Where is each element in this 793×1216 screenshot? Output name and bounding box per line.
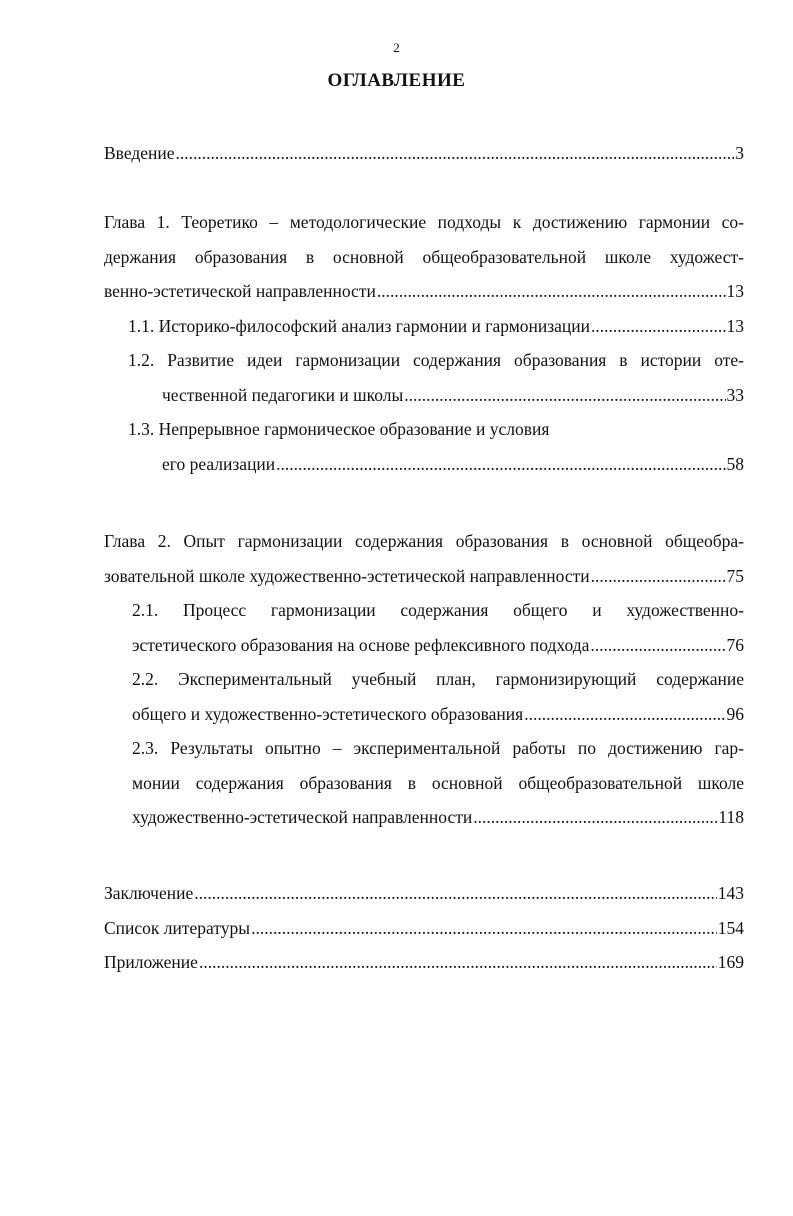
dot-leader <box>591 559 726 594</box>
toc-intro <box>104 136 744 171</box>
dot-leader <box>404 378 725 413</box>
dot-leader <box>176 136 735 171</box>
section-2-3-line-3: художественно-эстетической направленности <box>132 807 473 827</box>
toc-entry-1-3[interactable] <box>104 447 744 482</box>
toc-entry-page: 33 <box>726 384 744 405</box>
toc-entry-2-3[interactable] <box>104 800 744 835</box>
toc-entry-page: 13 <box>726 315 744 336</box>
toc-back-matter <box>104 876 744 980</box>
dot-leader <box>194 876 717 911</box>
chapter-2-line-1: Глава 2. Опыт гармонизации содержания образования в основной общеобра- <box>104 531 744 551</box>
dot-leader <box>276 447 725 482</box>
section-1-2-line-1: 1.2. Развитие идеи гармонизации содержания образования в истории оте- <box>128 350 744 370</box>
toc-entry-intro[interactable] <box>104 136 744 171</box>
toc-entry-1-1[interactable] <box>104 309 744 344</box>
toc-entry-appendix[interactable] <box>104 945 744 980</box>
dot-leader <box>199 945 717 980</box>
toc-entry-conclusion[interactable] <box>104 876 744 911</box>
toc-entry-2-1[interactable] <box>104 628 744 663</box>
dot-leader <box>524 697 725 732</box>
toc-entry-chapter-1[interactable] <box>104 274 744 309</box>
toc-entry-label: Список литературы <box>104 917 251 938</box>
toc-entry-page: 118 <box>718 807 744 827</box>
section-2-1-line-2: эстетического образования на основе рефлексивного подхода <box>132 634 590 655</box>
section-2-2-line-2: общего и художественно-эстетического образования <box>132 703 524 724</box>
dot-leader <box>591 309 725 344</box>
dot-leader <box>251 911 717 946</box>
chapter-2-line-2: зовательной школе художественно-эстетической направленности <box>104 565 590 586</box>
page-title: ОГЛАВЛЕНИЕ <box>327 70 466 91</box>
toc-entry-page: 169 <box>717 952 744 972</box>
toc-entry-page: 154 <box>717 917 744 938</box>
section-2-3-line-2: монии содержания образования в основной общеобразовательной школе <box>132 772 744 793</box>
toc-entry-page: 75 <box>726 565 744 586</box>
toc-entry-page: 58 <box>726 453 744 474</box>
toc-entry-page: 96 <box>726 703 744 724</box>
toc-entry-2-2[interactable] <box>104 697 744 732</box>
section-1-3-label: 1.3. Непрерывное гармоническое образование и условия <box>128 419 550 439</box>
toc-entry-1-2[interactable] <box>104 378 744 413</box>
section-1-2-line-2: чественной педагогики и школы <box>162 384 404 405</box>
section-1-3-line-2: его реализации <box>162 453 276 474</box>
toc-entry-page: 13 <box>726 281 744 301</box>
toc-entry-page: 3 <box>735 143 744 163</box>
section-1-1-label: 1.1. Историко-философский анализ гармонии и гармонизации <box>128 315 591 336</box>
dot-leader <box>377 274 726 309</box>
toc-entry-label: Введение <box>104 143 175 163</box>
toc-chapter-2 <box>104 524 744 835</box>
section-2-3-line-1: 2.3. Результаты опытно – экспериментальной работы по достижению гар- <box>132 738 744 758</box>
page-number: 2 <box>393 40 400 55</box>
toc-entry-label: Заключение <box>104 883 194 903</box>
section-2-1-line-1: 2.1. Процесс гармонизации содержания общего и художественно- <box>132 600 744 620</box>
toc-entry-chapter-2[interactable] <box>104 559 744 594</box>
chapter-1-line-1: Глава 1. Теоретико – методологические подходы к достижению гармонии со- <box>104 212 744 232</box>
chapter-1-line-3: венно-эстетической направленности <box>104 281 376 301</box>
dot-leader <box>590 628 725 663</box>
toc-entry-label: Приложение <box>104 952 198 972</box>
section-1-3-line-1 <box>104 412 744 447</box>
dot-leader <box>473 800 717 835</box>
toc-entry-literature[interactable] <box>104 911 744 946</box>
toc-entry-page: 76 <box>726 634 744 655</box>
section-2-2-line-1: 2.2. Экспериментальный учебный план, гармонизирующий содержание <box>132 669 744 689</box>
toc-entry-page: 143 <box>717 883 744 903</box>
chapter-1-line-2: держания образования в основной общеобразовательной школе художест- <box>104 246 744 267</box>
toc-chapter-1 <box>104 205 744 481</box>
